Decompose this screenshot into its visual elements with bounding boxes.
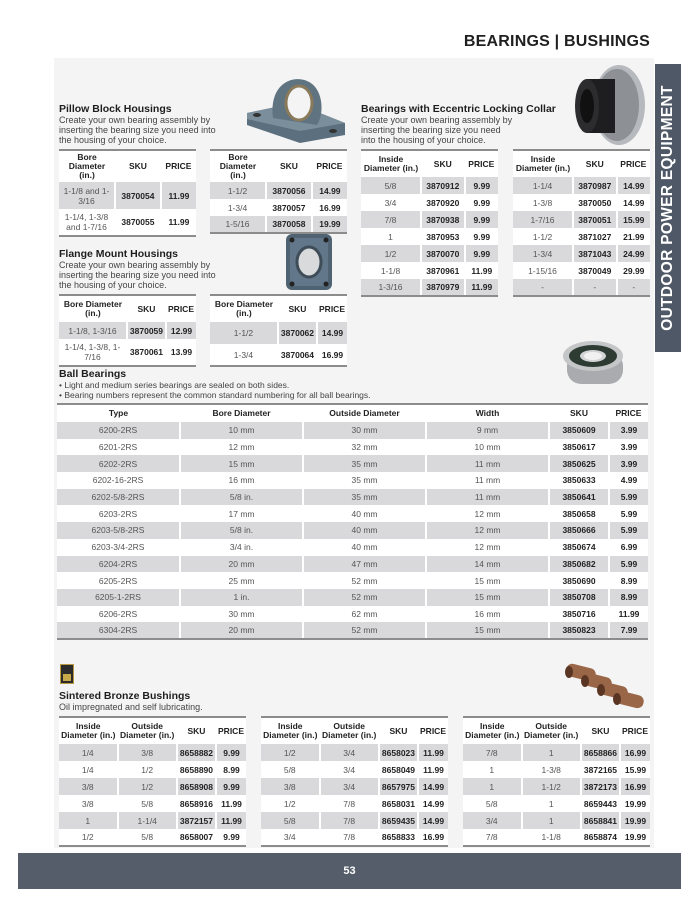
col-header: PRICE: [465, 150, 498, 177]
table-row: 5/8 1 8659443 19.99: [463, 795, 650, 812]
section-title: Flange Mount Housings: [59, 248, 178, 260]
table-row: 7/8 3870938 9.99: [361, 211, 498, 228]
col-header: Bore Diameter (in.): [210, 295, 278, 322]
power-fist-badge-icon: [60, 664, 74, 684]
table-row: 5/8 7/8 8659435 14.99: [261, 812, 448, 829]
section-description: Create your own bearing assembly by inserting the bearing size you need into the housing of your choice.: [59, 260, 216, 290]
table-row: 1 1-1/2 3872173 16.99: [463, 778, 650, 795]
table-row: 6203-3/4-2RS 3/4 in. 40 mm 12 mm 3850674 6.99: [57, 539, 648, 556]
ball-bearings-section: [59, 368, 559, 400]
table-row: 1 1-3/8 3872165 15.99: [463, 761, 650, 778]
col-header: PRICE: [620, 717, 650, 744]
flange-mount-section: [59, 248, 219, 290]
col-header: SKU: [177, 717, 216, 744]
table-row: 1/2 3870070 9.99: [361, 245, 498, 262]
col-header: Outside Diameter: [303, 404, 426, 422]
table-row: 6204-2RS 20 mm 47 mm 14 mm 3850682 5.99: [57, 556, 648, 573]
table-row: 6200-2RS 10 mm 30 mm 9 mm 3850609 3.99: [57, 422, 648, 439]
table-row: 3/8 3/4 8657975 14.99: [261, 778, 448, 795]
ball-bearing-image: [557, 338, 629, 388]
table-row: 1-1/2 3870056 14.99: [210, 182, 347, 199]
col-header: Outside Diameter (in.): [522, 717, 581, 744]
table-row: - - -: [513, 279, 650, 296]
table-row: 1/4 3/8 8658882 9.99: [59, 744, 246, 761]
flange-mount-image: [284, 232, 334, 292]
col-header: SKU: [581, 717, 620, 744]
bushings-table-2: [261, 716, 448, 847]
page-number: 53: [343, 865, 356, 877]
table-row: 6202-5/8-2RS 5/8 in. 35 mm 11 mm 3850641 5.99: [57, 489, 648, 506]
table-row: 1-3/4 3871043 24.99: [513, 245, 650, 262]
table-row: 1-1/4, 1-3/8 and 1-7/16 3870055 11.99: [59, 209, 196, 236]
col-header: PRICE: [418, 717, 448, 744]
table-row: 1-1/4 3870987 14.99: [513, 177, 650, 194]
table-row: 6205-1-2RS 1 in. 52 mm 15 mm 3850708 8.99: [57, 589, 648, 606]
table-row: 6202-2RS 15 mm 35 mm 11 mm 3850625 3.99: [57, 455, 648, 472]
col-header: Bore Diameter (in.): [59, 295, 127, 322]
table-row: 1-1/8, 1-3/16 3870059 12.99: [59, 322, 196, 339]
col-header: PRICE: [609, 404, 648, 422]
col-header: Bore Diameter (in.): [59, 150, 115, 182]
col-header: PRICE: [216, 717, 246, 744]
col-header: Width: [426, 404, 549, 422]
eccentric-collar-bearing-image: [573, 63, 649, 147]
col-header: SKU: [421, 150, 465, 177]
table-row: 6304-2RS 20 mm 52 mm 15 mm 3850823 7.99: [57, 622, 648, 639]
table-row: 3/4 3870920 9.99: [361, 194, 498, 211]
table-row: 1/2 7/8 8658031 14.99: [261, 795, 448, 812]
bushings-table-3: [463, 716, 650, 847]
table-row: 1-7/16 3870051 15.99: [513, 211, 650, 228]
table-row: 3/4 7/8 8658833 16.99: [261, 829, 448, 846]
col-header: Bore Diameter: [180, 404, 303, 422]
table-row: 6202-16-2RS 16 mm 35 mm 11 mm 3850633 4.99: [57, 472, 648, 489]
page-title: BEARINGS | BUSHINGS: [463, 33, 650, 50]
table-row: 7/8 1 8658866 16.99: [463, 744, 650, 761]
col-header: Inside Diameter (in.): [513, 150, 573, 177]
section-description: Create your own bearing assembly by inserting the bearing size you need into the housing of your choice.: [361, 115, 513, 145]
col-header: Outside Diameter (in.): [320, 717, 379, 744]
table-row: 1-3/4 3870064 16.99: [210, 344, 347, 366]
col-header: PRICE: [312, 150, 347, 182]
table-row: 1-1/8 3870961 11.99: [361, 262, 498, 279]
eccentric-table-2: [513, 149, 650, 297]
col-header: SKU: [266, 150, 312, 182]
table-row: 6203-5/8-2RS 5/8 in. 40 mm 12 mm 3850666 5.99: [57, 522, 648, 539]
col-header: Inside Diameter (in.): [361, 150, 421, 177]
table-row: 1/2 5/8 8658007 9.99: [59, 829, 246, 846]
table-row: 1-1/4, 1-3/8, 1-7/16 3870061 13.99: [59, 339, 196, 366]
bushings-table-1: [59, 716, 246, 847]
table-row: 1/4 1/2 8658890 8.99: [59, 761, 246, 778]
pillow-block-section: [59, 103, 219, 145]
col-header: SKU: [278, 295, 317, 322]
table-row: 6205-2RS 25 mm 52 mm 15 mm 3850690 8.99: [57, 572, 648, 589]
table-row: 6203-2RS 17 mm 40 mm 12 mm 3850658 5.99: [57, 505, 648, 522]
table-row: 5/8 3/4 8658049 11.99: [261, 761, 448, 778]
bullet-item: • Bearing numbers represent the common standard numbering for all ball bearings.: [59, 390, 371, 400]
col-header: PRICE: [161, 150, 196, 182]
page-footer: [18, 853, 681, 889]
col-header: SKU: [115, 150, 161, 182]
bushings-section: [59, 690, 359, 712]
table-row: 6201-2RS 12 mm 32 mm 10 mm 3850617 3.99: [57, 439, 648, 456]
table-row: 1-3/8 3870050 14.99: [513, 194, 650, 211]
col-header: SKU: [127, 295, 166, 322]
pillow-block-table-2: [210, 149, 347, 234]
table-row: 1-3/16 3870979 11.99: [361, 279, 498, 296]
col-header: PRICE: [166, 295, 196, 322]
section-description: Oil impregnated and self lubricating.: [59, 702, 203, 712]
col-header: Outside Diameter (in.): [118, 717, 177, 744]
col-header: PRICE: [317, 295, 347, 322]
category-side-tab: [655, 64, 681, 352]
flange-table-1: [59, 294, 196, 367]
flange-table-2: [210, 294, 347, 367]
table-row: 7/8 1-1/8 8658874 19.99: [463, 829, 650, 846]
col-header: Type: [57, 404, 180, 422]
table-row: 1-3/4 3870057 16.99: [210, 199, 347, 216]
table-row: 5/8 3870912 9.99: [361, 177, 498, 194]
ball-bearings-table: [57, 403, 648, 640]
col-header: Inside Diameter (in.): [463, 717, 522, 744]
col-header: Inside Diameter (in.): [261, 717, 320, 744]
pillow-block-table-1: [59, 149, 196, 237]
table-row: 1-1/2 3870062 14.99: [210, 322, 347, 344]
category-label: OUTDOOR POWER EQUIPMENT: [659, 85, 676, 331]
col-header: SKU: [549, 404, 609, 422]
col-header: SKU: [573, 150, 617, 177]
col-header: Bore Diameter (in.): [210, 150, 266, 182]
table-row: 1-1/8 and 1-3/16 3870054 11.99: [59, 182, 196, 209]
table-row: 3/4 1 8658841 19.99: [463, 812, 650, 829]
bullet-item: • Light and medium series bearings are sealed on both sides.: [59, 380, 290, 390]
table-row: 1 3870953 9.99: [361, 228, 498, 245]
table-row: 1 1-1/4 3872157 11.99: [59, 812, 246, 829]
pillow-block-image: [245, 73, 347, 143]
table-row: 3/8 1/2 8658908 9.99: [59, 778, 246, 795]
bronze-bushings-image: [562, 660, 652, 715]
eccentric-collar-section: [361, 103, 561, 145]
col-header: Inside Diameter (in.): [59, 717, 118, 744]
table-row: 1-1/2 3871027 21.99: [513, 228, 650, 245]
table-row: 1/2 3/4 8658023 11.99: [261, 744, 448, 761]
col-header: PRICE: [617, 150, 650, 177]
section-description: Create your own bearing assembly by inserting the bearing size you need into the housing of your choice.: [59, 115, 216, 145]
table-row: 3/8 5/8 8658916 11.99: [59, 795, 246, 812]
table-row: 1-5/16 3870058 19.99: [210, 216, 347, 233]
section-title: Ball Bearings: [59, 368, 127, 380]
section-title: Pillow Block Housings: [59, 103, 172, 115]
table-row: 6206-2RS 30 mm 62 mm 16 mm 3850716 11.99: [57, 606, 648, 623]
section-title: Bearings with Eccentric Locking Collar: [361, 103, 556, 115]
col-header: SKU: [379, 717, 418, 744]
section-title: Sintered Bronze Bushings: [59, 690, 191, 702]
eccentric-table-1: [361, 149, 498, 297]
table-row: 1-15/16 3870049 29.99: [513, 262, 650, 279]
